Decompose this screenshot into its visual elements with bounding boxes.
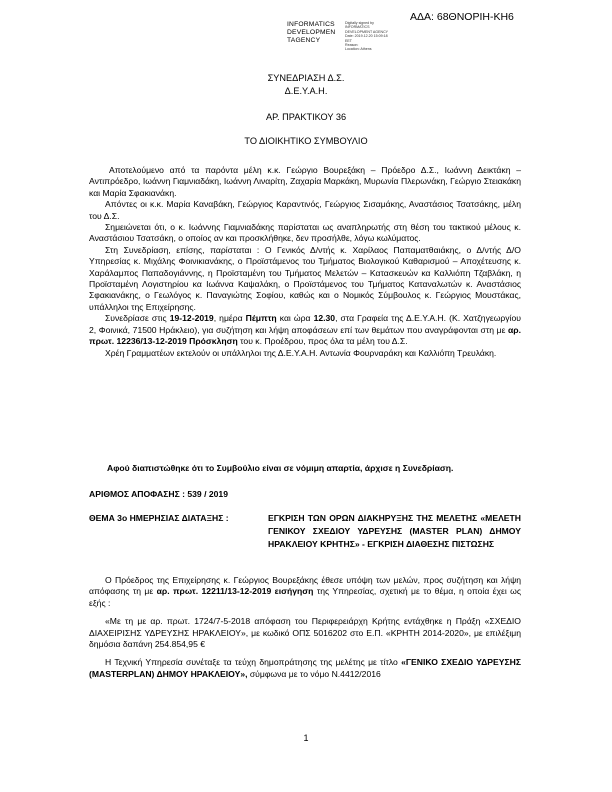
signature-line: Date: 2019.12.20 15:09:18 <box>345 34 388 39</box>
session-details <box>89 313 521 347</box>
ada-code: ΑΔΑ: 68ΘΝΟΡΙΗ-ΚΗ6 <box>410 11 514 23</box>
agency-logo-text <box>287 21 335 45</box>
session-text: και ώρα <box>276 313 314 324</box>
signature-line: DEVELOPMENT AGENCY <box>345 29 389 34</box>
session-text: Συνεδρίασε στις <box>105 313 170 324</box>
study-title: «ΓΕΝΙΚΟ ΣΧΕΔΙΟ ΥΔΡΕΥΣΗΣ (MASTERPLAN) ΔΗΜΟΥ ΗΡΑΚΛΕΙΟΥ», <box>89 657 521 679</box>
board-title: ΤΟ ΔΙΟΙΚΗΤΙΚΟ ΣΥΜΒΟΥΛΙΟ <box>244 136 368 146</box>
organization-title: Δ.Ε.Υ.Α.Η. <box>284 86 328 96</box>
signature-details <box>345 21 388 52</box>
session-day: Πέμπτη <box>245 313 277 324</box>
proposal-text: Η Τεχνική Υπηρεσία συνέταξε τα τεύχη δημοπράτησης της μελέτης με τίτλο <box>105 657 402 668</box>
president-intro <box>89 575 521 609</box>
minutes-body <box>89 165 521 359</box>
session-title: ΣΥΝΕΔΡΙΑΣΗ Δ.Σ. <box>267 73 345 83</box>
substitution-note: Σημειώνεται ότι, ο κ. Ιωάννης Γιαμνιαδάκης παρίσταται ως αναπληρωτής στη θέση του τακτικού μέλους κ. Αναστάσιου Τσατσάκη, ο οποίος αν και προσκλήθηκε, δεν προσήλθε, λόγω κωλύματος. <box>89 222 521 244</box>
proposal-body <box>89 575 521 680</box>
page-number: 1 <box>303 733 309 743</box>
digital-signature-stamp <box>287 21 389 55</box>
signature-line: Reason: <box>345 43 359 48</box>
session-time: 12.30 <box>313 313 336 324</box>
minutes-number: ΑΡ. ΠΡΑΚΤΙΚΟΥ 36 <box>265 112 347 122</box>
members-present: Αποτελούμενο από τα παρόντα μέλη κ.κ. Γεώργιο Βουρεξάκη – Πρόεδρο Δ.Σ., Ιωάννη Δεικτάκη – Αντιπρόεδρο, Ιωάννη Γιαμνιαδάκη, Ιωάννη Λιναρίτη, Ζαχαρία Μαρκάκη, Μυρωνία Πλερωνάκη, Γεώργιο Στειακάκη και Μαρία Σφακιανάκη. <box>89 165 521 198</box>
logo-line: INFORMATICS <box>287 21 335 28</box>
proposal-text: της Υπηρεσίας, σχετική με το θέμα, η οποία έχει ως εξής : <box>89 586 522 608</box>
tender-documents <box>89 657 521 680</box>
members-absent: Απόντες οι κ.κ. Μαρία Καναβάκη, Γεώργιος Καραντινός, Γεώργιος Σισαμάκης, Αναστάσιος Τσατσάκης, μέλη του Δ.Σ. <box>89 199 521 221</box>
signature-line: EET <box>345 38 352 43</box>
logo-line: TAGENCY <box>287 37 321 44</box>
agenda-item-label: ΘΕΜΑ 3ο ΗΜΕΡΗΣΙΑΣ ΔΙΑΤΑΞΗΣ : <box>89 513 229 523</box>
signature-line: Digitally signed by <box>345 21 374 25</box>
decision-number: ΑΡΙΘΜΟΣ ΑΠΟΦΑΣΗΣ : 539 / 2019 <box>89 489 228 499</box>
attendees: Στη Συνεδρίαση, επίσης, παρίσταται : Ο Γενικός Δ/ντής κ. Χαρίλαος Παπαματθαιάκης, ο Δ/ντής Δ/Ο Υπηρεσίας κ. Μιχάλης Φοινικιανάκης, ο Προϊστάμενος του Τμήματος Βιολογικού Καθαρισμού – Αποχέτευσης κ. Χαράλαμπος Παπαδογιάννης, η Προϊσταμένη του Τμήματος Μελετών – Κατασκευών κα Καλλιόπη Τζαβλάκη, η Προϊσταμένη Λογιστηρίου κα Ιωάννα Καψαλάκη, ο Προϊστάμενος του Τμήματος Καταναλωτών κ. Αναστάσιος Σφακιανάκης, ο Γεωλόγος κ. Παναγιώτης Σοφίου, καθώς και ο Νομικός Σύμβουλος κ. Γεώργιος Μουστάκας, υπάλληλοι της Επιχείρησης. <box>89 244 521 312</box>
proposal-reference: αρ. πρωτ. 12211/13-12-2019 εισήγηση <box>156 586 314 597</box>
proposal-text: Ο Πρόεδρος της Επιχείρησης κ. Γεώργιος Βουρεξάκης έθεσε υπόψη των μελών, προς συζήτηση και λήψη απόφασης τη με <box>89 575 521 597</box>
signature-line: INFORMATICS <box>345 25 370 30</box>
quorum-statement: Αφού διαπιστώθηκε ότι το Συμβούλιο είναι σε νόμιμη απαρτία, άρχισε η Συνεδρίαση. <box>107 463 454 473</box>
invitation-reference: αρ. πρωτ. 12236/13-12-2019 Πρόσκληση <box>89 324 521 347</box>
secretaries: Χρέη Γραμματέων εκτελούν οι υπάλληλοι της Δ.Ε.Υ.Α.Η. Αντωνία Φουρναράκη και Καλλιόπη Τρευλάκη. <box>105 347 497 358</box>
funding-decision: «Με τη με αρ. πρωτ. 1724/7-5-2018 απόφαση του Περιφερειάρχη Κρήτης εντάχθηκε η Πράξη «ΣΧΕΔΙΟ ΔΙΑΧΕΙΡΙΣΗΣ ΥΔΡΕΥΣΗΣ ΗΡΑΚΛΕΙΟΥ», με κωδικό ΟΠΣ 5016202 στο Ε.Π. «ΚΡΗΤΗ 2014-2020», με επιλέξιμη δημόσια δαπάνη 254.854,95 € <box>89 616 521 650</box>
session-text: , ημέρα <box>213 313 246 324</box>
session-date: 19-12-2019 <box>169 313 214 324</box>
session-text: του κ. Προέδρου, προς όλα τα μέλη του Δ.Σ. <box>237 336 408 347</box>
logo-line: DEVELOPMEN <box>287 29 336 36</box>
session-text: , στα Γραφεία της Δ.Ε.Υ.Α.Η. (Κ. Χατζηγεωργίου 2, Φοινικά, 71500 Ηράκλειο), για συζήτηση και λήψη αποφάσεων επί των θεμάτων που αναγράφονται στη με <box>89 313 521 335</box>
agenda-item-title: ΕΓΚΡΙΣΗ ΤΩΝ ΟΡΩΝ ΔΙΑΚΗΡΥΞΗΣ ΤΗΣ ΜΕΛΕΤΗΣ «ΜΕΛΕΤΗ ΓΕΝΙΚΟΥ ΣΧΕΔΙΟΥ ΥΔΡΕΥΣΗΣ (MASTER PLAN) ΔΗΜΟΥ ΗΡΑΚΛΕΙΟΥ ΚΡΗΤΗΣ» - ΕΓΚΡΙΣΗ ΔΙΑΘΕΣΗΣ ΠΙΣΤΩΣΗΣ <box>268 513 521 549</box>
proposal-text: σύμφωνα με το νόμο Ν.4412/2016 <box>247 668 381 679</box>
agenda-item <box>89 512 521 568</box>
signature-line: Location: Athens <box>345 47 372 52</box>
